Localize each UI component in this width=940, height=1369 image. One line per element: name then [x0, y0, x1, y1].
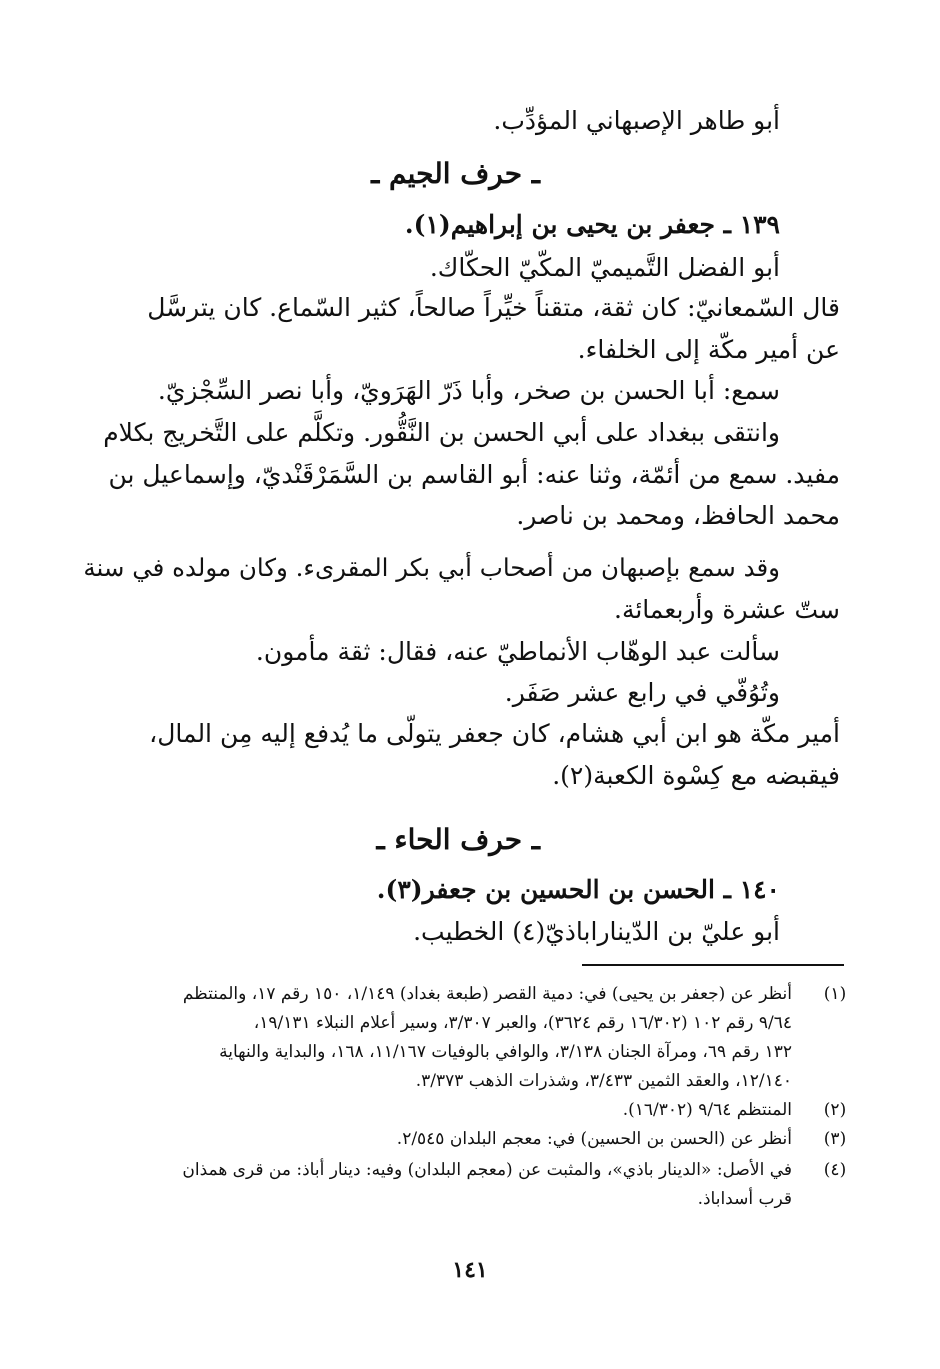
page-number: ١٤١: [452, 1257, 488, 1283]
footnote-number: (٣): [823, 1129, 847, 1149]
footnote-number: (٢): [823, 1100, 847, 1120]
footnote-line: المنتظم ٩/٦٤ (١٦/٣٠٢).: [622, 1100, 792, 1120]
text-line: عن أمير مكّة إلى الخلفاء.: [577, 335, 840, 364]
text-line: أبو طاهر الإصبهاني المؤدِّب.: [493, 106, 780, 135]
entry-title-139: ١٣٩ ـ جعفر بن يحيى بن إبراهيم(١).: [404, 210, 780, 239]
text-line: وتُوُفّي في رابع عشر صَفَر.: [504, 678, 780, 707]
text-line: سألت عبد الوهّاب الأنماطيّ عنه، فقال: ثقة مأمون.: [255, 637, 780, 666]
text-line: سمع: أبا الحسن بن صخر، وأبا ذَرّ الهَرَويّ، وأبا نصر السِّجْزيّ.: [157, 376, 780, 405]
text-line: محمد الحافظ، ومحمد بن ناصر.: [516, 501, 840, 530]
section-heading-ha: ـ حرف الحاء ـ: [376, 823, 540, 856]
footnote-line: أنظر عن (الحسن بن الحسين) في: معجم البلدان ٢/٥٤٥.: [396, 1129, 792, 1149]
text-line: أبو الفضل التَّميميّ المكّيّ الحكّاك.: [429, 253, 780, 282]
footnote-separator: [582, 964, 844, 966]
text-line: فيقبضه مع كِسْوة الكعبة(٢).: [552, 761, 840, 790]
text-line: وانتقى ببغداد على أبي الحسن بن النَّقُّور. وتكلَّم على التَّخريج بكلام: [103, 418, 780, 447]
text-line: أمير مكّة هو ابن أبي هشام، كان جعفر يتولّى ما يُدفع إليه مِن المال،: [149, 719, 840, 748]
text-line: مفيد. سمع من أئمّة، وثنا عنه: أبو القاسم بن السَّمَرْقَنْديّ، وإسماعيل بن: [108, 460, 840, 489]
footnote-line: أنظر عن (جعفر بن يحيى) في: دمية القصر (طبعة بغداد) ١/١٤٩، ١٥٠ رقم ١٧، والمنتظم: [182, 984, 792, 1004]
entry-title-140: ١٤٠ ـ الحسن بن الحسين بن جعفر(٣).: [376, 875, 780, 904]
text-line: قال السّمعانيّ: كان ثقة، متقناً خيِّراً صالحاً، كثير السّماع. كان يترسَّل: [147, 293, 840, 322]
footnote-line: ١٣٢ رقم ٦٩، ومرآة الجنان ٣/١٣٨، والوافي بالوفيات ١١/١٦٧، ١٦٨، والبداية والنهاية: [219, 1042, 792, 1062]
footnote-line: في الأصل: «الدينار باذي»، والمثبت عن (معجم البلدان) وفيه: دينار أباذ: من قرى همذان: [182, 1160, 792, 1180]
text-line: ستّ عشرة وأربعمائة.: [614, 595, 840, 624]
footnote-line: ١٢/١٤٠، والعقد الثمين ٣/٤٣٣، وشذرات الذهب ٣/٣٧٣.: [415, 1071, 792, 1091]
section-heading-jim: ـ حرف الجيم ـ: [371, 157, 540, 190]
text-line: أبو عليّ بن الدّيناراباذيّ(٤) الخطيب.: [413, 917, 780, 946]
footnote-number: (٤): [823, 1160, 847, 1180]
text-line: وقد سمع بإصبهان من أصحاب أبي بكر المقرىء. وكان مولده في سنة: [83, 553, 780, 582]
footnote-line: قرب أسداباذ.: [697, 1189, 792, 1209]
footnote-line: ٩/٦٤ رقم ١٠٢ (١٦/٣٠٢ رقم ٣٦٢٤)، والعبر ٣/٣٠٧، وسير أعلام النبلاء ١٩/١٣١،: [253, 1013, 792, 1033]
footnote-number: (١): [823, 984, 847, 1004]
